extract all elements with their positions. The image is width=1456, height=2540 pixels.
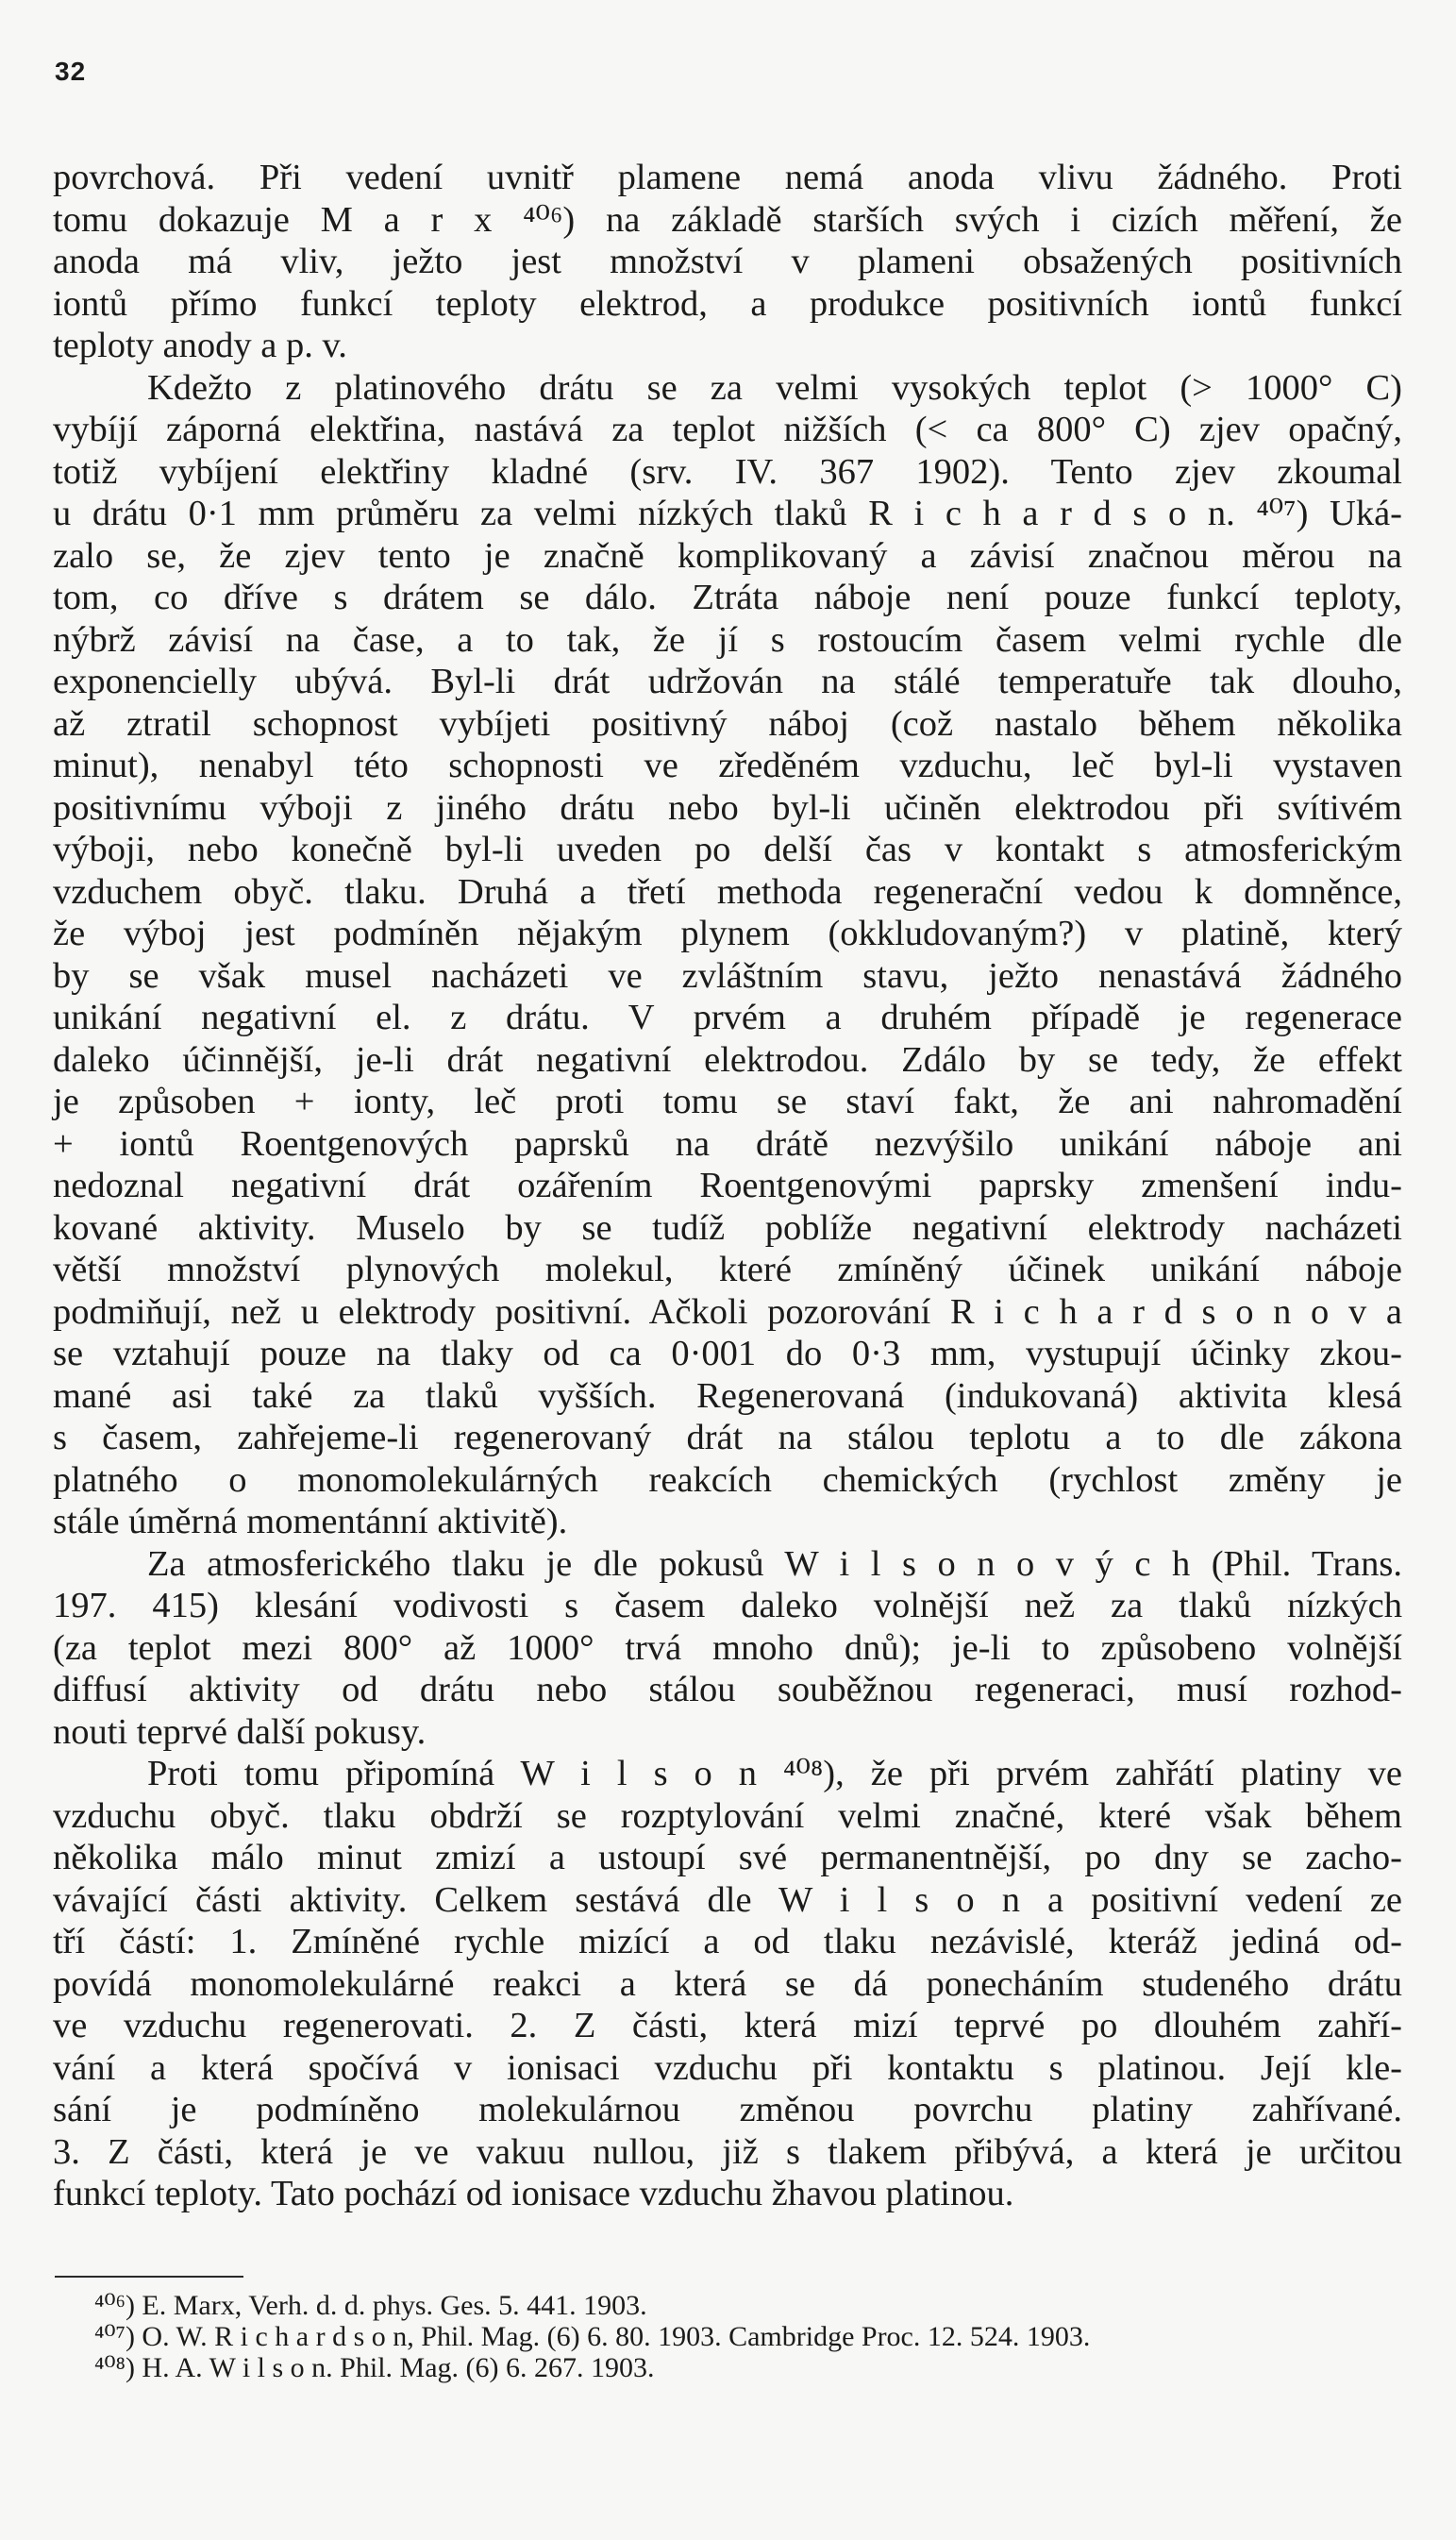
footnote-406: ⁴⁰⁶) E. Marx, Verh. d. d. phys. Ges. 5. 441. 1903. [94, 2290, 647, 2321]
text-line: se vztahují pouze na tlaky od ca 0·001 do 0·3 mm, vystupují účinky zkou- [53, 1334, 1402, 1373]
text-line: Kdežto z platinového drátu se za velmi vysokých teplot (> 1000° C) [147, 367, 1402, 408]
text-line: unikání negativní el. z drátu. V prvém a druhém případě je regenerace [53, 998, 1402, 1037]
text-line: podmiňují, než u elektrody positivní. Ačkoli pozorování R i c h a r d s o n o v a [53, 1291, 1402, 1332]
text-line: kované aktivity. Muselo by se tudíž poblíže negativní elektrody nacházeti [53, 1207, 1402, 1248]
text-line: nedoznal negativní drát ozářením Roentgenovými paprsky zmenšení indu- [53, 1166, 1402, 1205]
text-line: minut), nenabyl této schopnosti ve zředěném vzduchu, leč byl-li vystaven [53, 746, 1402, 785]
text-line: diffusí aktivity od drátu nebo stálou souběžnou regeneraci, musí rozhod- [53, 1670, 1402, 1709]
text-line: daleko účinnější, je-li drát negativní elektrodou. Zdálo by se tedy, že effekt [53, 1039, 1402, 1080]
text-line: totiž vybíjení elektřiny kladné (srv. IV. 367 1902). Tento zjev zkoumal [53, 451, 1402, 492]
text-line: vybíjí záporná elektřina, nastává za teplot nižších (< ca 800° C) zjev opačný, [53, 410, 1402, 449]
text-line: sání je podmíněno molekulárnou změnou povrchu platiny zahřívané. [53, 2090, 1402, 2129]
text-line: nýbrž závisí na čase, a to tak, že jí s rostoucím časem velmi rychle dle [53, 619, 1402, 660]
text-line: teploty anody a p. v. [53, 326, 347, 365]
page-number: 32 [55, 57, 87, 86]
footnotes [94, 2290, 1406, 2383]
text-line: vzduchu obyč. tlaku obdrží se rozptylování velmi značné, které však během [53, 1795, 1402, 1836]
text-line: nouti teprvé další pokusy. [53, 1711, 427, 1752]
footnote-407: ⁴⁰⁷) O. W. R i c h a r d s o n, Phil. Mag. (6) 6. 80. 1903. Cambridge Proc. 12. 524. 1903. [94, 2321, 1091, 2352]
footnote-divider [55, 2276, 243, 2278]
text-line: anoda má vliv, ježto jest množství v plameni obsažených positivních [53, 242, 1402, 281]
text-line: několika málo minut zmizí a ustoupí své permanentnější, po dny se zacho- [53, 1838, 1402, 1877]
text-line: povrchová. Při vedení uvnitř plamene nemá anoda vlivu žádného. Proti [53, 158, 1402, 197]
text-line: ve vzduchu regenerovati. 2. Z části, která mizí teprvé po dlouhém zahří- [53, 2006, 1402, 2045]
footnote-408: ⁴⁰⁸) H. A. W i l s o n. Phil. Mag. (6) 6. 267. 1903. [94, 2352, 655, 2383]
text-line: Proti tomu připomíná W i l s o n ⁴⁰⁸), že při prvém zahřátí platiny ve [147, 1754, 1402, 1793]
text-line: tří částí: 1. Zmíněné rychle mizící a od tlaku nezávislé, kteráž jediná od- [53, 1922, 1402, 1961]
text-line: vání a která spočívá v ionisaci vzduchu při kontaktu s platinou. Její kle- [53, 2047, 1402, 2088]
text-line: povídá monomolekulárné reakci a která se dá ponecháním studeného drátu [53, 1963, 1402, 2004]
text-line: s časem, zahřejeme-li regenerovaný drát na stálou teplotu a to dle zákona [53, 1418, 1402, 1457]
text-line: tomu dokazuje M a r x ⁴⁰⁶) na základě starších svých i cizích měření, že [53, 199, 1402, 240]
text-line: větší množství plynových molekul, které zmíněný účinek unikání náboje [53, 1250, 1402, 1289]
text-line: mané asi také za tlaků vyšších. Regenerovaná (indukovaná) aktivita klesá [53, 1375, 1402, 1416]
text-line: Za atmosferického tlaku je dle pokusů W i l s o n o v ý c h (Phil. Trans. [147, 1543, 1402, 1584]
text-line: u drátu 0·1 mm průměru za velmi nízkých tlaků R i c h a r d s o n. ⁴⁰⁷) Uká- [53, 494, 1402, 533]
text-line: 197. 415) klesání vodivosti s časem daleko volnější než za tlaků nízkých [53, 1586, 1402, 1625]
text-line: (za teplot mezi 800° až 1000° trvá mnoho dnů); je-li to způsobeno volnější [53, 1627, 1402, 1668]
text-line: platného o monomolekulárných reakcích chemických (rychlost změny je [53, 1459, 1402, 1500]
text-line: stále úměrná momentánní aktivitě). [53, 1502, 568, 1541]
body-text [53, 157, 1402, 2215]
text-line: positivnímu výboji z jiného drátu nebo byl-li učiněn elektrodou při svítivém [53, 787, 1402, 828]
text-line: zalo se, že zjev tento je značně komplikovaný a závisí značnou měrou na [53, 535, 1402, 576]
text-line: vávající části aktivity. Celkem sestává dle W i l s o n a positivní vedení ze [53, 1879, 1402, 1920]
text-line: že výboj jest podmíněn nějakým plynem (okkludovaným?) v platině, který [53, 914, 1402, 953]
text-line: by se však musel nacházeti ve zvláštním stavu, ježto nenastává žádného [53, 955, 1402, 996]
text-line: výboji, nebo konečně byl-li uveden po delší čas v kontakt s atmosferickým [53, 830, 1402, 869]
text-line: vzduchem obyč. tlaku. Druhá a třetí methoda regenerační vedou k domněnce, [53, 871, 1402, 912]
text-line: iontů přímo funkcí teploty elektrod, a produkce positivních iontů funkcí [53, 283, 1402, 324]
text-line: až ztratil schopnost vybíjeti positivný náboj (což nastalo během několika [53, 703, 1402, 744]
text-line: funkcí teploty. Tato pochází od ionisace vzduchu žhavou platinou. [53, 2174, 1014, 2213]
text-line: exponencielly ubývá. Byl-li drát udržován na stálé temperatuře tak dlouho, [53, 662, 1402, 701]
text-line: je způsoben + ionty, leč proti tomu se staví fakt, že ani nahromadění [53, 1082, 1402, 1121]
text-line: + iontů Roentgenových paprsků na drátě nezvýšilo unikání náboje ani [53, 1123, 1402, 1164]
text-line: 3. Z části, která je ve vakuu nullou, již s tlakem přibývá, a která je určitou [53, 2131, 1402, 2172]
text-line: tom, co dříve s drátem se dálo. Ztráta náboje není pouze funkcí teploty, [53, 578, 1402, 617]
